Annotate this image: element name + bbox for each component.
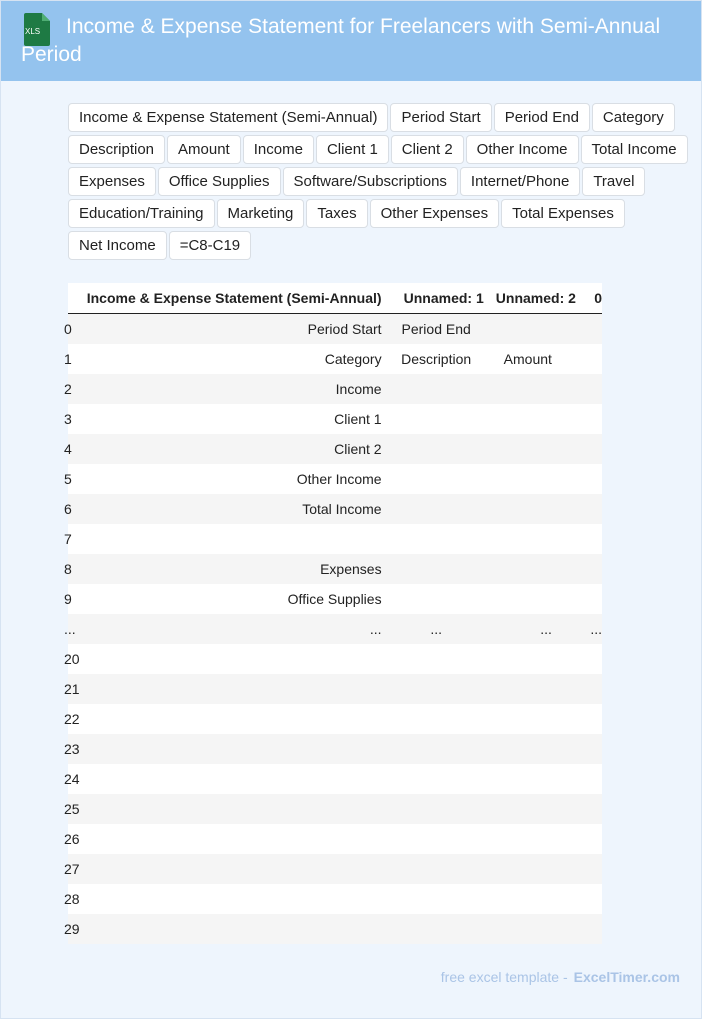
table-cell bbox=[484, 764, 576, 794]
row-index-label: 2 bbox=[64, 381, 72, 397]
table-cell: ... bbox=[389, 614, 484, 644]
row-index-cell bbox=[64, 434, 76, 464]
table-row bbox=[68, 704, 602, 734]
data-table bbox=[64, 283, 602, 944]
table-cell bbox=[576, 824, 602, 854]
table-row bbox=[68, 584, 602, 614]
row-index-cell bbox=[64, 404, 76, 434]
table-cell bbox=[484, 884, 576, 914]
row-index-label: 26 bbox=[64, 831, 80, 847]
tag-item[interactable]: Expenses bbox=[68, 167, 156, 196]
row-index-label: 1 bbox=[64, 351, 72, 367]
row-index-label: 4 bbox=[64, 441, 72, 457]
table-cell bbox=[484, 704, 576, 734]
row-index-label: ... bbox=[64, 621, 76, 637]
tag-item[interactable]: Description bbox=[68, 135, 165, 164]
table-cell bbox=[76, 914, 389, 944]
row-index-cell bbox=[64, 614, 76, 644]
table-cell bbox=[389, 824, 484, 854]
row-index-cell bbox=[64, 914, 80, 944]
table-cell bbox=[576, 524, 602, 554]
row-index-cell bbox=[64, 824, 80, 854]
table-cell bbox=[76, 524, 389, 554]
table-cell bbox=[484, 584, 576, 614]
table-cell bbox=[484, 824, 576, 854]
table-row bbox=[68, 464, 602, 494]
table-cell bbox=[389, 734, 484, 764]
table-cell: Income bbox=[76, 374, 389, 404]
tag-item[interactable]: Office Supplies bbox=[158, 167, 281, 196]
table-row bbox=[68, 884, 602, 914]
table-cell: Office Supplies bbox=[76, 584, 389, 614]
row-index-cell bbox=[64, 884, 80, 914]
row-index-label: 27 bbox=[64, 861, 80, 877]
tag-item[interactable]: Education/Training bbox=[68, 199, 215, 228]
tag-item[interactable]: Taxes bbox=[306, 199, 367, 228]
row-index-cell bbox=[64, 464, 76, 494]
tag-item[interactable]: Total Income bbox=[581, 135, 688, 164]
tag-item[interactable]: Period Start bbox=[390, 103, 491, 132]
table-cell: Client 2 bbox=[76, 434, 389, 464]
footer-brand-link[interactable]: ExcelTimer.com bbox=[573, 969, 680, 985]
table-cell bbox=[576, 404, 602, 434]
table-cell bbox=[576, 704, 602, 734]
table-header-row bbox=[68, 283, 602, 314]
table-row bbox=[68, 494, 602, 524]
table-cell bbox=[389, 374, 484, 404]
column-header-zero: 0 bbox=[576, 283, 602, 314]
tag-item[interactable]: Travel bbox=[582, 167, 645, 196]
column-header-index bbox=[68, 283, 76, 314]
table-cell bbox=[76, 794, 389, 824]
table-row bbox=[68, 524, 602, 554]
footer-text: free excel template - bbox=[440, 969, 568, 985]
row-index-label: 24 bbox=[64, 771, 80, 787]
table-cell bbox=[389, 404, 484, 434]
table-cell: Total Income bbox=[76, 494, 389, 524]
row-index-cell bbox=[64, 314, 76, 345]
tag-item[interactable]: Net Income bbox=[68, 231, 167, 260]
table-cell bbox=[484, 794, 576, 824]
column-header-statement: Income & Expense Statement (Semi-Annual) bbox=[76, 283, 389, 314]
row-index-cell bbox=[64, 794, 80, 824]
table-row bbox=[68, 314, 602, 345]
table-row bbox=[68, 764, 602, 794]
table-cell bbox=[484, 734, 576, 764]
tag-item[interactable]: Client 1 bbox=[316, 135, 389, 164]
table-cell bbox=[389, 794, 484, 824]
table-cell bbox=[576, 434, 602, 464]
table-cell bbox=[484, 854, 576, 884]
row-index-label: 9 bbox=[64, 591, 72, 607]
table-cell bbox=[389, 584, 484, 614]
tag-item[interactable]: Income bbox=[243, 135, 314, 164]
row-index-cell bbox=[64, 524, 76, 554]
row-index-cell bbox=[64, 644, 80, 674]
table-cell bbox=[576, 494, 602, 524]
table-cell bbox=[576, 794, 602, 824]
row-index-cell bbox=[64, 734, 80, 764]
table-cell bbox=[484, 404, 576, 434]
table-cell bbox=[389, 854, 484, 884]
table-cell bbox=[484, 674, 576, 704]
row-index-label: 21 bbox=[64, 681, 80, 697]
table-row bbox=[68, 824, 602, 854]
table-cell: Client 1 bbox=[76, 404, 389, 434]
row-index-cell bbox=[64, 764, 80, 794]
table-cell bbox=[389, 494, 484, 524]
table-row bbox=[68, 374, 602, 404]
row-index-label: 7 bbox=[64, 531, 72, 547]
row-index-label: 29 bbox=[64, 921, 80, 937]
tag-item[interactable]: Income & Expense Statement (Semi-Annual) bbox=[68, 103, 388, 132]
table-cell bbox=[76, 884, 389, 914]
row-index-cell bbox=[64, 374, 76, 404]
row-index-label: 28 bbox=[64, 891, 80, 907]
table-cell bbox=[389, 554, 484, 584]
column-header-unnamed-2: Unnamed: 2 bbox=[484, 283, 576, 314]
table-cell bbox=[76, 764, 389, 794]
table-cell bbox=[576, 464, 602, 494]
table-cell: Amount bbox=[484, 344, 576, 374]
table-cell bbox=[576, 344, 602, 374]
row-index-cell bbox=[64, 554, 76, 584]
table-row bbox=[68, 734, 602, 764]
tag-item[interactable]: Internet/Phone bbox=[460, 167, 580, 196]
tag-item[interactable]: Total Expenses bbox=[501, 199, 625, 228]
row-index-cell bbox=[64, 674, 80, 704]
table-row bbox=[68, 614, 602, 644]
tag-item[interactable]: =C8-C19 bbox=[169, 231, 251, 260]
data-table-container[interactable] bbox=[64, 283, 602, 944]
tag-item[interactable]: Other Income bbox=[466, 135, 579, 164]
row-index-cell bbox=[64, 704, 80, 734]
table-cell bbox=[76, 854, 389, 884]
table-cell bbox=[389, 764, 484, 794]
table-cell bbox=[484, 524, 576, 554]
table-body bbox=[64, 314, 602, 945]
table-cell bbox=[576, 884, 602, 914]
tag-item[interactable]: Amount bbox=[167, 135, 241, 164]
table-cell bbox=[576, 734, 602, 764]
footer bbox=[441, 969, 680, 985]
table-row bbox=[68, 644, 602, 674]
table-row bbox=[68, 914, 602, 944]
table-cell bbox=[576, 584, 602, 614]
table-row bbox=[68, 404, 602, 434]
row-index-label: 22 bbox=[64, 711, 80, 727]
table-cell bbox=[389, 464, 484, 494]
table-cell bbox=[76, 824, 389, 854]
table-cell bbox=[389, 434, 484, 464]
table-row bbox=[68, 854, 602, 884]
row-index-label: 5 bbox=[64, 471, 72, 487]
page-title: Income & Expense Statement for Freelancers with Semi-Annual Period bbox=[21, 15, 661, 66]
table-cell bbox=[76, 734, 389, 764]
table-row bbox=[68, 344, 602, 374]
table-cell bbox=[576, 854, 602, 884]
row-index-label: 3 bbox=[64, 411, 72, 427]
row-index-cell bbox=[64, 344, 76, 374]
table-cell bbox=[389, 914, 484, 944]
tag-item[interactable]: Marketing bbox=[217, 199, 305, 228]
table-cell bbox=[389, 884, 484, 914]
table-cell bbox=[389, 704, 484, 734]
row-index-label: 8 bbox=[64, 561, 72, 577]
table-row bbox=[68, 794, 602, 824]
row-index-label: 25 bbox=[64, 801, 80, 817]
table-cell bbox=[76, 644, 389, 674]
table-cell: ... bbox=[76, 614, 389, 644]
tag-item[interactable]: Category bbox=[592, 103, 675, 132]
table-cell bbox=[484, 314, 576, 345]
table-cell: Period Start bbox=[76, 314, 389, 345]
tag-item[interactable]: Other Expenses bbox=[370, 199, 500, 228]
table-cell bbox=[576, 554, 602, 584]
table-cell: Category bbox=[76, 344, 389, 374]
table-cell bbox=[389, 524, 484, 554]
row-index-label: 20 bbox=[64, 651, 80, 667]
row-index-label: 6 bbox=[64, 501, 72, 517]
table-cell bbox=[576, 374, 602, 404]
table-cell bbox=[484, 644, 576, 674]
column-header-unnamed-1: Unnamed: 1 bbox=[389, 283, 484, 314]
table-cell bbox=[576, 674, 602, 704]
table-cell bbox=[484, 434, 576, 464]
table-cell bbox=[576, 914, 602, 944]
tag-item[interactable]: Period End bbox=[494, 103, 590, 132]
table-cell bbox=[389, 644, 484, 674]
table-cell: Description bbox=[389, 344, 484, 374]
table-cell bbox=[484, 464, 576, 494]
table-cell bbox=[484, 494, 576, 524]
row-index-cell bbox=[64, 854, 80, 884]
table-cell bbox=[484, 374, 576, 404]
table-cell bbox=[576, 764, 602, 794]
row-index-cell bbox=[64, 584, 76, 614]
table-cell: ... bbox=[576, 614, 602, 644]
table-cell: ... bbox=[484, 614, 576, 644]
table-cell: Period End bbox=[389, 314, 484, 345]
table-row bbox=[68, 434, 602, 464]
table-row bbox=[68, 554, 602, 584]
tag-list bbox=[68, 103, 698, 260]
table-cell bbox=[576, 644, 602, 674]
row-index-label: 23 bbox=[64, 741, 80, 757]
excel-icon-label: XLS bbox=[25, 27, 41, 36]
table-cell bbox=[76, 704, 389, 734]
table-cell: Other Income bbox=[76, 464, 389, 494]
table-cell bbox=[76, 674, 389, 704]
table-cell bbox=[576, 314, 602, 345]
table-cell: Expenses bbox=[76, 554, 389, 584]
table-row bbox=[68, 674, 602, 704]
tag-item[interactable]: Client 2 bbox=[391, 135, 464, 164]
row-index-cell bbox=[64, 494, 76, 524]
row-index-label: 0 bbox=[64, 321, 72, 337]
table-cell bbox=[484, 554, 576, 584]
table-cell bbox=[389, 674, 484, 704]
tag-item[interactable]: Software/Subscriptions bbox=[283, 167, 458, 196]
table-cell bbox=[484, 914, 576, 944]
